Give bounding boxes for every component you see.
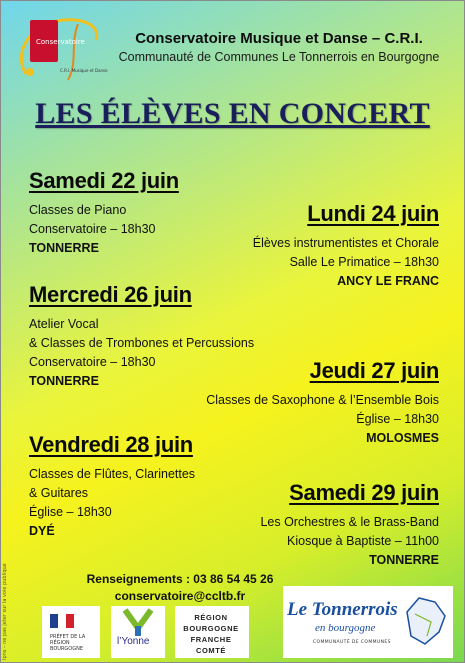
prefet-text: PRÉFET DE LA RÉGION BOURGOGNE bbox=[50, 634, 86, 652]
concert-line: Église – 18h30 bbox=[356, 412, 439, 426]
main-title: LES ÉLÈVES EN CONCERT bbox=[35, 97, 430, 130]
region-line: COMTÉ bbox=[195, 646, 227, 655]
concert-lundi-24 bbox=[253, 201, 439, 291]
yonne-logo bbox=[111, 606, 165, 658]
logo-badge-text: Conservatoire bbox=[36, 38, 85, 46]
yonne-text: l’Yonne bbox=[117, 636, 150, 647]
concert-line: Élèves instrumentistes et Chorale bbox=[252, 236, 439, 250]
concert-samedi-29 bbox=[260, 480, 439, 570]
concert-town: TONNERRE bbox=[29, 374, 99, 388]
region-line: RÉGION bbox=[194, 613, 228, 622]
concert-line: Salle Le Primatice – 18h30 bbox=[289, 255, 439, 269]
concert-date: Jeudi 27 juin bbox=[309, 358, 439, 383]
concert-line: & Classes de Trombones et Percussions bbox=[29, 336, 255, 350]
concert-line: Kiosque à Baptiste – 11h00 bbox=[287, 534, 439, 548]
concert-line: Conservatoire – 18h30 bbox=[29, 355, 156, 369]
concert-line: Classes de Saxophone & l’Ensemble Bois bbox=[206, 393, 439, 407]
header-subtitle: Communauté de Communes Le Tonnerrois en Bourgogne bbox=[118, 50, 440, 64]
concert-town: ANCY LE FRANC bbox=[337, 274, 439, 288]
french-flag-icon bbox=[50, 614, 74, 628]
side-note: Ipns – ne pas jeter sur la voie publique bbox=[2, 563, 8, 660]
concert-line: & Guitares bbox=[29, 486, 89, 500]
logo-subtext: C.R.I. Musique et Danse bbox=[60, 68, 108, 73]
concert-date: Samedi 29 juin bbox=[289, 480, 439, 505]
concert-date: Mercredi 26 juin bbox=[29, 282, 192, 307]
contact-phone: Renseignements : 03 86 54 45 26 bbox=[86, 572, 274, 586]
tonnerrois-title: Le Tonnerrois bbox=[287, 599, 398, 620]
concert-date: Lundi 24 juin bbox=[307, 201, 439, 226]
region-text bbox=[181, 612, 241, 656]
tonnerrois-small: COMMUNAUTÉ DE COMMUNES bbox=[313, 640, 391, 645]
tonnerrois-subtitle: en bourgogne bbox=[315, 622, 376, 634]
tonnerrois-logo bbox=[283, 586, 453, 658]
concert-jeudi-27 bbox=[206, 358, 439, 448]
concert-town: MOLOSMES bbox=[366, 431, 439, 445]
region-line: BOURGOGNE bbox=[183, 624, 239, 633]
concert-town: TONNERRE bbox=[29, 241, 99, 255]
concert-line: Atelier Vocal bbox=[29, 317, 99, 331]
concert-line: Église – 18h30 bbox=[29, 505, 112, 519]
territory-map-icon bbox=[401, 592, 451, 652]
concert-line: Classes de Flûtes, Clarinettes bbox=[29, 467, 196, 481]
region-logo bbox=[175, 606, 249, 658]
concert-town: TONNERRE bbox=[369, 553, 439, 567]
yonne-y-icon bbox=[111, 606, 165, 636]
region-line: FRANCHE bbox=[190, 635, 232, 644]
concert-line: Les Orchestres & le Brass-Band bbox=[260, 515, 439, 529]
concert-town: DYÉ bbox=[29, 524, 55, 538]
header-title: Conservatoire Musique et Danse – C.R.I. bbox=[135, 30, 423, 47]
contact-email[interactable]: conservatoire@ccltb.fr bbox=[114, 589, 246, 603]
concert-vendredi-28 bbox=[29, 432, 195, 541]
concert-line: Classes de Piano bbox=[29, 203, 127, 217]
concert-samedi-22 bbox=[29, 168, 179, 258]
concert-line: Conservatoire – 18h30 bbox=[29, 222, 156, 236]
concert-date: Vendredi 28 juin bbox=[29, 432, 193, 457]
prefet-logo bbox=[42, 606, 100, 658]
concert-date: Samedi 22 juin bbox=[29, 168, 179, 193]
